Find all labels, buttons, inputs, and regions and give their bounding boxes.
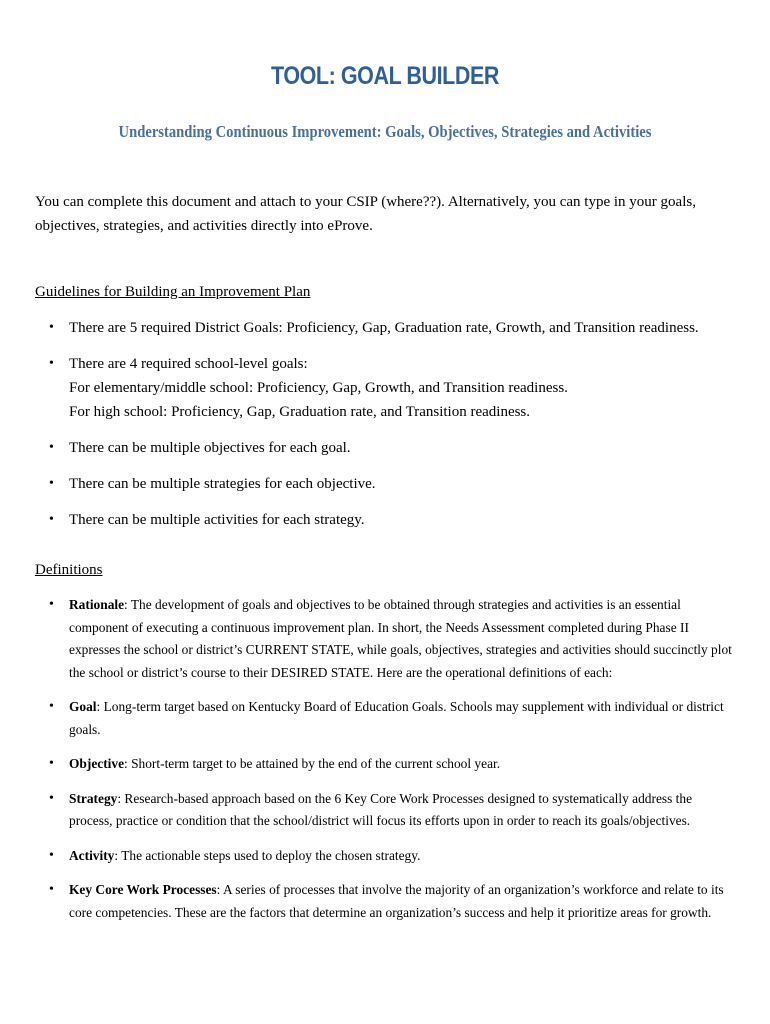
sub-elementary: For elementary/middle school: Proficiency, Gap, Growth, and Transition readiness. (69, 380, 568, 396)
page-title: TOOL: GOAL BUILDER (271, 62, 499, 90)
list-item: • There are 4 required school-level goals: For elementary/middle school: Proficiency, Gap, Growth, and Transition readiness. For high school: Proficiency, Gap, Graduation rate, and Transition readiness. (35, 352, 735, 424)
definitions-list (35, 594, 735, 936)
page-subtitle: Understanding Continuous Improvement: Goals, Objectives, Strategies and Activities (118, 122, 652, 141)
bullet-icon: • (49, 597, 54, 612)
sub-high: For high school: Proficiency, Gap, Graduation rate, and Transition readiness. (69, 404, 531, 420)
bullet-icon: • (49, 440, 54, 455)
bullet-icon: • (49, 320, 54, 335)
definition-strategy: • Strategy: Research-based approach based on the 6 Key Core Work Processes designed to systematically address the process, practice or condition that the school/district will focus its efforts upon in order to reach its goals/objectives. (35, 788, 735, 833)
bullet-icon: • (49, 512, 54, 527)
bullet-icon: • (49, 476, 54, 491)
guidelines-list (35, 316, 735, 544)
definition-goal: • Goal: Long-term target based on Kentucky Board of Education Goals. Schools may supplement with individual or district goals. (35, 696, 735, 741)
list-item: • There can be multiple strategies for each objective. (35, 472, 735, 496)
definition-key-core-work-processes: • Key Core Work Processes: A series of processes that involve the majority of an organization’s workforce and relate to its core competencies. These are the factors that determine an organization’s success and help it prioritize areas for growth. (35, 879, 735, 924)
list-item: • There can be multiple objectives for each goal. (35, 436, 735, 460)
guidelines-heading: Guidelines for Building an Improvement Plan (35, 284, 311, 300)
definition-activity: • Activity: The actionable steps used to deploy the chosen strategy. (35, 845, 735, 868)
bullet-icon: • (49, 847, 54, 863)
definition-rationale: • Rationale: The development of goals and objectives to be obtained through strategies and activities is an essential component of executing a continuous improvement plan. In short, the Needs Assessment completed during Phase II expresses the school or district’s CURRENT STATE, while goals, objectives, strategies and activities should succinctly plot the school or district’s course to their DESIRED STATE. Here are the operational definitions of each: (35, 594, 735, 684)
definition-objective: • Objective: Short-term target to be attained by the end of the current school year. (35, 753, 735, 776)
bullet-icon: • (49, 699, 54, 714)
intro-paragraph: You can complete this document and attach to your CSIP (where??). Alternatively, you can type in your goals, objectives, strategies, and activities directly into eProve. (35, 194, 696, 234)
list-item: • There are 5 required District Goals: Proficiency, Gap, Graduation rate, Growth, and Transition readiness. (35, 316, 735, 340)
bullet-icon: • (49, 756, 54, 771)
bullet-icon: • (49, 882, 54, 897)
definitions-heading: Definitions (35, 562, 103, 578)
bullet-icon: • (49, 790, 54, 806)
list-item: • There can be multiple activities for each strategy. (35, 508, 735, 532)
bullet-icon: • (49, 356, 54, 371)
